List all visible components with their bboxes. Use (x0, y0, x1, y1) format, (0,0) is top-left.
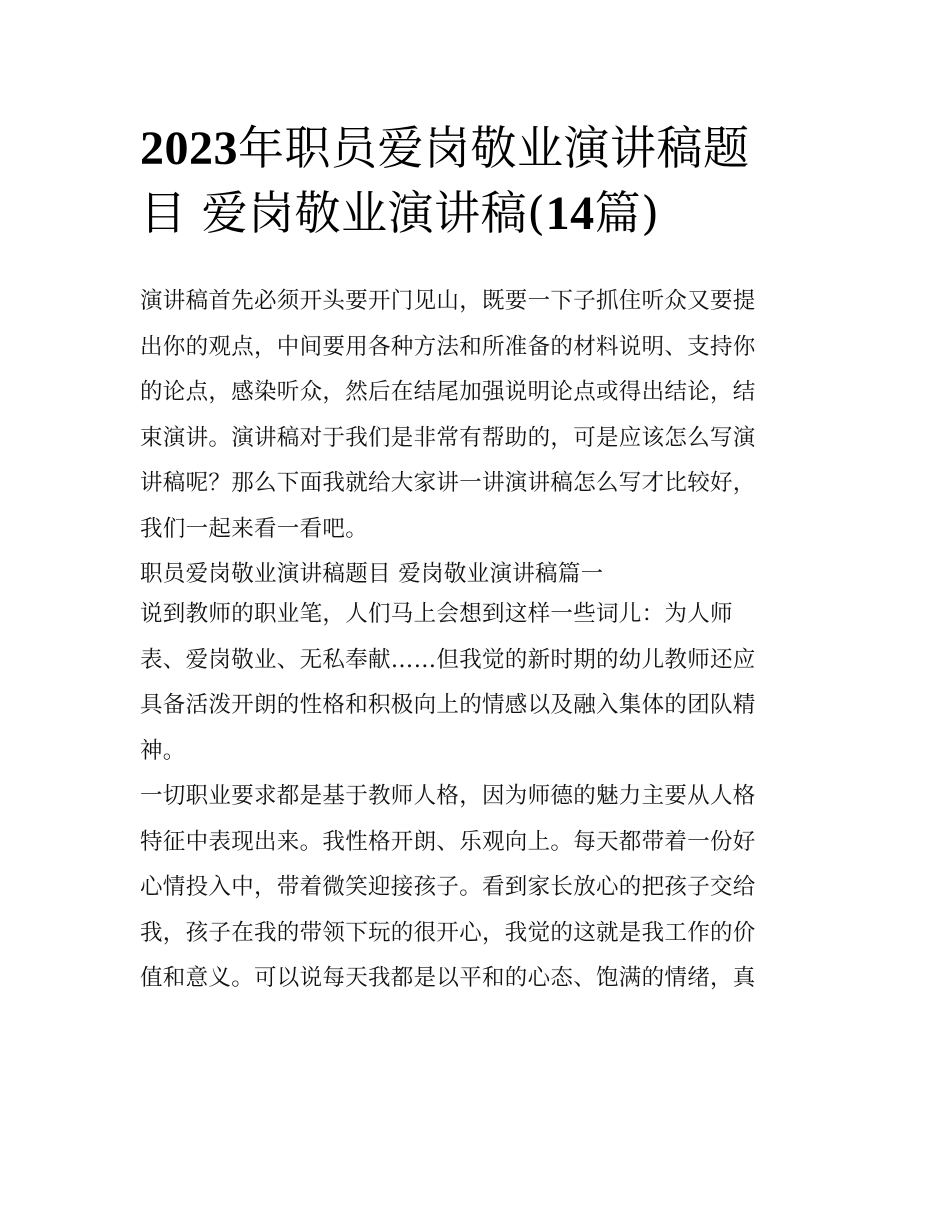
text-line: 束演讲。演讲稿对于我们是非常有帮助的，可是应该怎么写演 (140, 424, 756, 451)
text-line: 演讲稿首先必须开头要开门见山，既要一下子抓住听众又要提 (140, 288, 756, 314)
text-line: 的论点，感染听众，然后在结尾加强说明论点或得出结论，结 (140, 379, 756, 405)
title-line2-text: 目 爱岗敬业演讲稿( (140, 186, 546, 240)
text-line: 具备活泼开朗的性格和积极向上的情感以及融入集体的团队精 (140, 692, 756, 718)
document-body (140, 282, 816, 1005)
section-heading: 职员爱岗敬业演讲稿题目 爱岗敬业演讲稿篇一 (140, 561, 604, 587)
text-line: 表、爱岗敬业、无私奉献……但我觉的新时期的幼儿教师还应 (140, 646, 756, 673)
text-line: 值和意义。可以说每天我都是以平和的心态、饱满的情绪，真 (140, 965, 756, 991)
text-line: 我，孩子在我的带领下玩的很开心，我觉的这就是我工作的价 (140, 919, 756, 946)
text-line: 神。 (140, 737, 186, 764)
title-year: 2023 (140, 122, 238, 175)
text-line: 特征中表现出来。我性格开朗、乐观向上。每天都带着一份好 (140, 828, 756, 855)
text-line: 一切职业要求都是基于教师人格，因为师德的魅力主要从人格 (140, 783, 756, 809)
text-line: 我们一起来看一看吧。 (140, 515, 369, 542)
title-line2-end: 篇) (594, 186, 660, 240)
text-line: 出你的观点，中间要用各种方法和所准备的材料说明、支持你 (140, 333, 756, 360)
title-count: 14 (545, 187, 595, 240)
text-line: 心情投入中，带着微笑迎接孩子。看到家长放心的把孩子交给 (140, 874, 756, 900)
text-line: 讲稿呢？那么下面我就给大家讲一讲演讲稿怎么写才比较好， (140, 470, 756, 496)
title-line1-text: 年职员爱岗敬业演讲稿题 (238, 121, 750, 175)
document-title (140, 116, 820, 246)
text-line: 说到教师的职业笔，人们马上会想到这样一些词儿：为人师 (140, 601, 733, 627)
